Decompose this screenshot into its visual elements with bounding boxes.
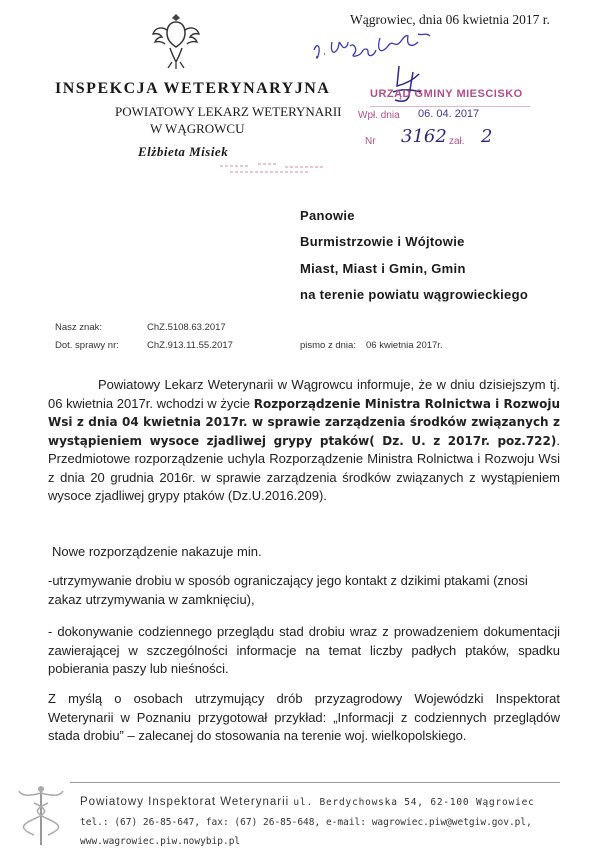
stamp-received-date: 06. 04. 2017 (418, 108, 480, 120)
stamp-zal-label: zał. (449, 136, 465, 147)
stamp-nr-label: Nr (365, 136, 376, 147)
stamp-number-row (365, 126, 493, 147)
our-ref-label: Nasz znak: (55, 322, 102, 333)
body-paragraph-4: - dokonywanie codziennego przeglądu stad drobiu wraz z prowadzeniem dokumentacji zawierającej w szczególności informacje na temat liczby padłych ptaków, spadku pobierania paszy lub nieśności. (48, 624, 560, 676)
footer-office (80, 796, 535, 808)
stamp-title: URZĄD GMINY MIESCISKO (370, 88, 523, 100)
letter-date-label: pismo z dnia: (300, 340, 356, 351)
stamp-divider (370, 106, 530, 107)
office-name-line1: POWIATOWY LEKARZ WETERYNARII (115, 104, 342, 119)
body-paragraph-3: -utrzymywanie drobiu w sposób ograniczający jego kontakt z dzikimi ptakami (znosi zakaz utrzymywania w zamknięciu), (48, 573, 528, 607)
case-ref-value: ChZ.913.11.55.2017 (147, 340, 233, 351)
footer-office-name: Powiatowy Inspektorat Weterynarii (80, 796, 290, 808)
registry-stamp (350, 86, 550, 158)
stamp-nr-value: 3162 (401, 126, 447, 147)
body-paragraph-1 (48, 376, 560, 506)
addressee-line: Miast, Miast i Gmin, Gmin (300, 261, 466, 276)
body-paragraph-5: Z myślą o osobach utrzymujący drób przyzagrodowy Wojewódzki Inspektorat Weterynarii w Poznaniu przygotował przykład: „Informacji z codziennych przeglądów stada drobiu” – zalecanej do stosowania na terenie woj. wielkopolskiego. (48, 691, 560, 743)
footer-contact: tel.: (67) 26-85-647, fax: (67) 26-85-648, e-mail: wagrowiec.piw@wetgiw.gov.pl, (80, 817, 532, 828)
footer-divider (70, 782, 560, 783)
body-paragraph-1-continued: . Przedmiotowe rozporządzenie uchyla Rozporządzenie Ministra Rolnictwa i Rozwoju Wsi z dnia 20 grudnia 2016r. w sprawie zarządzenia środków związanych z wystąpieniem wysoce zjadliwej grypy ptaków (Dz.U.2016.209). (48, 432, 560, 503)
body-paragraph-2: Nowe rozporządzenie nakazuje min. (52, 544, 262, 559)
addressee-line: Burmistrzowie i Wójtowie (300, 234, 465, 249)
addressee-line: Panowie (300, 208, 355, 223)
footer-address: ul. Berdychowska 54, 62-100 Wągrowiec (293, 797, 535, 808)
addressee-line: na terenie powiatu wągrowieckiego (300, 287, 529, 302)
stamp-zal-value: 2 (481, 126, 493, 147)
footer-website: www.wagrowiec.piw.nowybip.pl (80, 836, 241, 847)
caduceus-logo-icon (14, 783, 68, 849)
stamp-received-label: Wpł. dnia (358, 110, 400, 121)
body-paragraph-1-text: Powiatowy Lekarz Weterynarii w Wągrowcu informuje, że w dniu dzisiejszym tj. 06 kwietnia 2017r. wchodzi w życie (48, 377, 560, 411)
institution-name: INSPEKCJA WETERYNARYJNA (55, 80, 331, 97)
signatory-name: Elżbieta Misiek (138, 144, 229, 159)
stamp-received-row (358, 108, 480, 121)
letter-date-value: 06 kwietnia 2017r. (366, 340, 443, 351)
office-name-line2: W WĄGROWCU (150, 121, 245, 136)
our-ref-value: ChZ.5108.63.2017 (147, 322, 226, 333)
polish-eagle-emblem-icon (150, 10, 202, 72)
document-date: Wągrowiec, dnia 06 kwietnia 2017 r. (350, 12, 550, 27)
case-ref-label: Dot. sprawy nr: (55, 340, 119, 351)
faded-stamp-mark (200, 158, 350, 178)
regulation-title: Rozporządzenie Ministra Rolnictwa i Rozwoju Wsi z dnia 04 kwietnia 2017r. w sprawie zarządzenia środków związanych z wystąpieniem wysoce zjadliwej grypy ptaków( Dz. U. z 2017r. poz.722) (48, 396, 561, 448)
